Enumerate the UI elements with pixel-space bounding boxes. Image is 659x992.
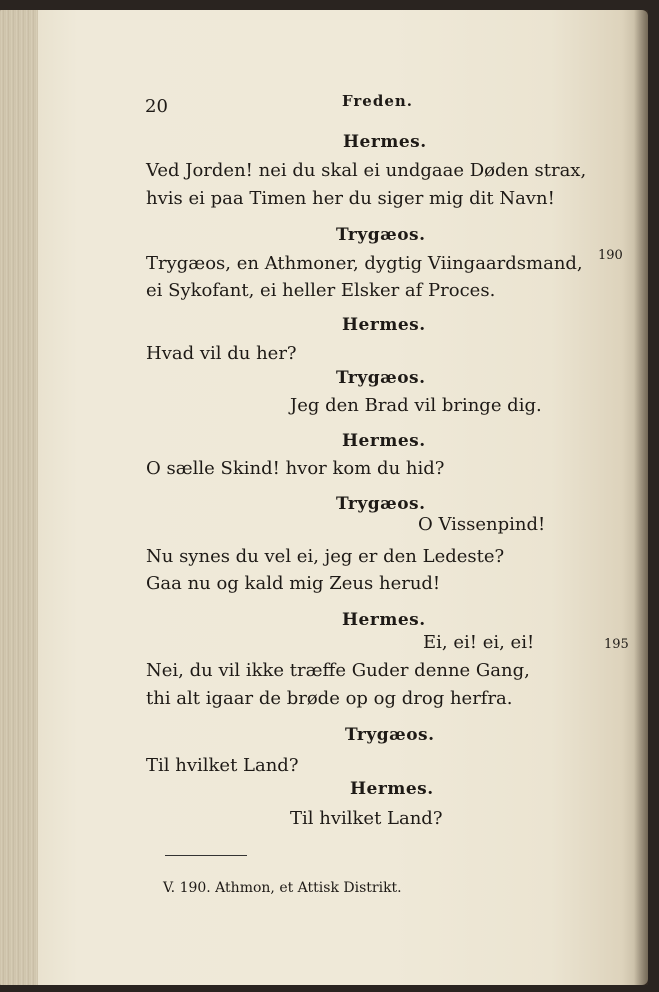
verse-line: O sælle Skind! hvor kom du hid? bbox=[146, 458, 445, 479]
line-number: 190 bbox=[598, 248, 623, 263]
speaker-heading: Hermes. bbox=[342, 431, 426, 451]
verse-line: O Vissenpind! bbox=[418, 514, 546, 535]
verse-line: Til hvilket Land? bbox=[290, 808, 443, 829]
verse-line: Hvad vil du her? bbox=[146, 343, 297, 364]
speaker-heading: Hermes. bbox=[350, 779, 434, 799]
book-page bbox=[0, 10, 648, 985]
page-number: 20 bbox=[145, 96, 168, 117]
verse-line: Til hvilket Land? bbox=[146, 755, 299, 776]
verse-line: Nei, du vil ikke træffe Guder denne Gang, bbox=[146, 660, 530, 681]
verse-line: thi alt igaar de brøde op og drog herfra. bbox=[146, 688, 513, 709]
line-number: 195 bbox=[604, 637, 629, 652]
page-edge bbox=[0, 10, 38, 985]
verse-line: Ved Jorden! nei du skal ei undgaae Døden strax, bbox=[146, 160, 587, 181]
speaker-heading: Trygæos. bbox=[336, 225, 426, 245]
verse-line: Jeg den Brad vil bringe dig. bbox=[290, 395, 542, 416]
speaker-heading: Trygæos. bbox=[336, 494, 426, 514]
verse-line: hvis ei paa Timen her du siger mig dit Navn! bbox=[146, 188, 555, 209]
verse-line: Ei, ei! ei, ei! bbox=[423, 632, 535, 653]
gutter-shadow bbox=[634, 10, 648, 985]
speaker-heading: Hermes. bbox=[342, 315, 426, 335]
speaker-heading: Hermes. bbox=[342, 610, 426, 630]
running-head: Freden. bbox=[342, 92, 413, 110]
verse-line: Trygæos, en Athmoner, dygtig Viingaardsmand, bbox=[146, 253, 583, 274]
verse-line: Nu synes du vel ei, jeg er den Ledeste? bbox=[146, 546, 505, 567]
verse-line: Gaa nu og kald mig Zeus herud! bbox=[146, 573, 441, 594]
footnote: V. 190. Athmon, et Attisk Distrikt. bbox=[163, 880, 402, 896]
speaker-heading: Hermes. bbox=[343, 132, 427, 152]
speaker-heading: Trygæos. bbox=[345, 725, 435, 745]
speaker-heading: Trygæos. bbox=[336, 368, 426, 388]
verse-line: ei Sykofant, ei heller Elsker af Proces. bbox=[146, 280, 496, 301]
footnote-rule bbox=[165, 855, 247, 856]
